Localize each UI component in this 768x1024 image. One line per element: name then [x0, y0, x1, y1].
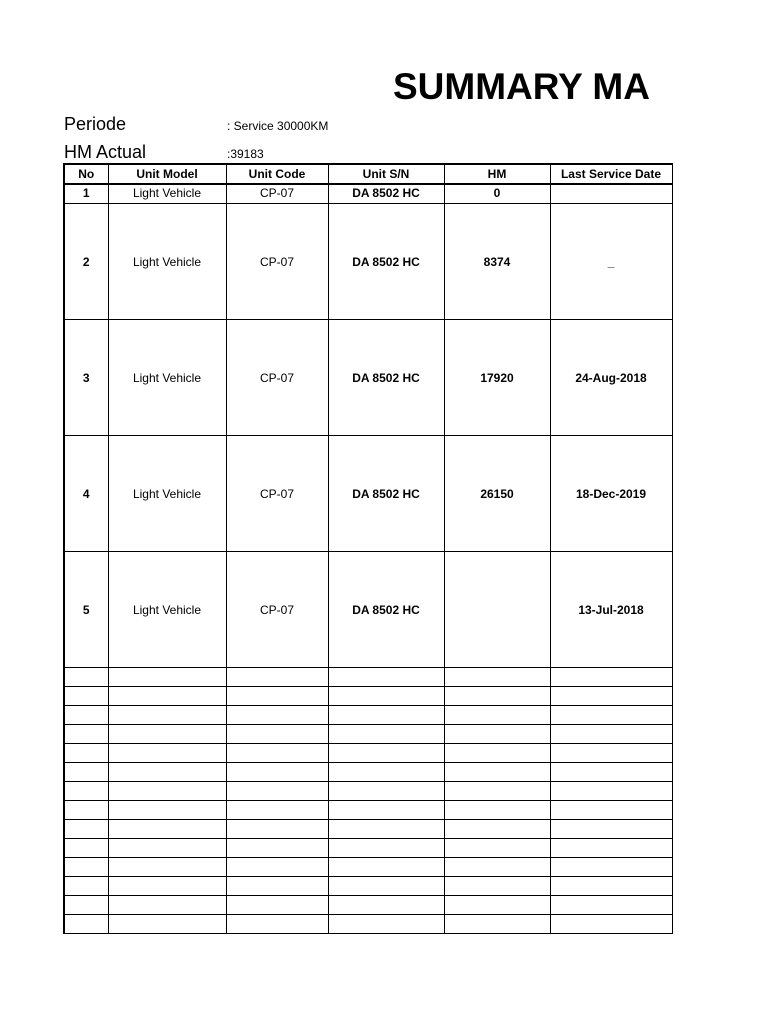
empty-cell: [444, 915, 550, 934]
header-unit-code: Unit Code: [226, 164, 328, 184]
cell-hm: [444, 552, 550, 668]
periode-label: Periode: [64, 114, 127, 134]
cell-hm: 26150: [444, 436, 550, 552]
cell-last-service-date: _: [550, 204, 672, 320]
empty-cell: [328, 820, 444, 839]
empty-cell: [444, 839, 550, 858]
cell-unit-sn: DA 8502 HC: [328, 204, 444, 320]
empty-cell: [550, 687, 672, 706]
empty-cell: [64, 896, 108, 915]
empty-cell: [550, 839, 672, 858]
empty-cell: [328, 687, 444, 706]
empty-cell: [108, 820, 226, 839]
empty-cell: [550, 896, 672, 915]
empty-cell: [108, 915, 226, 934]
header-hm: HM: [444, 164, 550, 184]
cell-unit-sn: DA 8502 HC: [328, 320, 444, 436]
empty-cell: [108, 668, 226, 687]
empty-cell: [64, 725, 108, 744]
empty-cell: [108, 877, 226, 896]
cell-no: 5: [64, 552, 108, 668]
empty-cell: [64, 877, 108, 896]
empty-cell: [226, 801, 328, 820]
empty-cell: [444, 782, 550, 801]
empty-cell: [328, 706, 444, 725]
hm-actual-label: HM Actual: [64, 142, 147, 162]
empty-cell: [108, 687, 226, 706]
table-row: [64, 320, 672, 436]
table-header-row: [64, 164, 672, 184]
empty-cell: [108, 763, 226, 782]
empty-cell: [444, 896, 550, 915]
empty-cell: [226, 877, 328, 896]
empty-cell: [550, 820, 672, 839]
empty-cell: [328, 725, 444, 744]
empty-cell: [550, 706, 672, 725]
empty-cell: [108, 839, 226, 858]
empty-cell: [64, 668, 108, 687]
empty-cell: [328, 877, 444, 896]
empty-table-row: [64, 744, 672, 763]
cell-unit-code: CP-07: [226, 204, 328, 320]
empty-table-row: [64, 858, 672, 877]
empty-table-row: [64, 782, 672, 801]
cell-unit-model: Light Vehicle: [108, 204, 226, 320]
empty-cell: [550, 801, 672, 820]
cell-hm: 17920: [444, 320, 550, 436]
empty-rows: [64, 668, 672, 934]
empty-cell: [328, 801, 444, 820]
empty-table-row: [64, 668, 672, 687]
table-row: [64, 436, 672, 552]
cell-no: 4: [64, 436, 108, 552]
empty-cell: [328, 744, 444, 763]
empty-cell: [328, 782, 444, 801]
empty-cell: [108, 706, 226, 725]
cell-unit-model: Light Vehicle: [108, 184, 226, 204]
empty-cell: [64, 763, 108, 782]
empty-cell: [328, 668, 444, 687]
empty-cell: [226, 706, 328, 725]
empty-cell: [64, 744, 108, 763]
empty-cell: [108, 858, 226, 877]
cell-unit-sn: DA 8502 HC: [328, 552, 444, 668]
cell-no: 3: [64, 320, 108, 436]
empty-cell: [550, 877, 672, 896]
cell-unit-sn: DA 8502 HC: [328, 436, 444, 552]
header-unit-sn: Unit S/N: [328, 164, 444, 184]
empty-table-row: [64, 687, 672, 706]
cell-hm: 8374: [444, 204, 550, 320]
empty-cell: [226, 763, 328, 782]
empty-cell: [444, 706, 550, 725]
header-no: No: [64, 164, 108, 184]
cell-unit-model: Light Vehicle: [108, 552, 226, 668]
cell-last-service-date: 24-Aug-2018: [550, 320, 672, 436]
empty-cell: [550, 744, 672, 763]
empty-cell: [108, 744, 226, 763]
cell-last-service-date: 18-Dec-2019: [550, 436, 672, 552]
empty-cell: [444, 687, 550, 706]
empty-cell: [64, 915, 108, 934]
empty-cell: [64, 706, 108, 725]
empty-cell: [550, 668, 672, 687]
empty-cell: [328, 915, 444, 934]
cell-unit-code: CP-07: [226, 436, 328, 552]
empty-cell: [444, 858, 550, 877]
empty-cell: [108, 896, 226, 915]
empty-table-row: [64, 706, 672, 725]
empty-cell: [550, 782, 672, 801]
empty-cell: [328, 896, 444, 915]
empty-cell: [64, 687, 108, 706]
empty-cell: [64, 782, 108, 801]
empty-cell: [108, 725, 226, 744]
empty-table-row: [64, 877, 672, 896]
empty-cell: [226, 839, 328, 858]
table-row: [64, 552, 672, 668]
empty-cell: [226, 725, 328, 744]
empty-cell: [108, 801, 226, 820]
cell-unit-code: CP-07: [226, 184, 328, 204]
empty-cell: [108, 782, 226, 801]
cell-unit-model: Light Vehicle: [108, 320, 226, 436]
header-unit-model: Unit Model: [108, 164, 226, 184]
cell-unit-code: CP-07: [226, 552, 328, 668]
cell-unit-code: CP-07: [226, 320, 328, 436]
empty-cell: [226, 744, 328, 763]
table-row: [64, 184, 672, 204]
empty-cell: [328, 858, 444, 877]
empty-cell: [328, 763, 444, 782]
empty-table-row: [64, 763, 672, 782]
hm-actual-value: :39183: [227, 147, 264, 161]
empty-cell: [226, 858, 328, 877]
empty-cell: [444, 668, 550, 687]
empty-table-row: [64, 915, 672, 934]
empty-cell: [64, 820, 108, 839]
empty-cell: [226, 668, 328, 687]
empty-cell: [444, 744, 550, 763]
table-row: [64, 204, 672, 320]
empty-cell: [328, 839, 444, 858]
empty-table-row: [64, 801, 672, 820]
empty-cell: [444, 801, 550, 820]
cell-last-service-date: 13-Jul-2018: [550, 552, 672, 668]
empty-table-row: [64, 725, 672, 744]
header-last-service-date: Last Service Date: [550, 164, 672, 184]
empty-cell: [550, 858, 672, 877]
cell-unit-sn: DA 8502 HC: [328, 184, 444, 204]
empty-cell: [444, 820, 550, 839]
empty-table-row: [64, 820, 672, 839]
empty-cell: [226, 687, 328, 706]
cell-no: 1: [64, 184, 108, 204]
cell-no: 2: [64, 204, 108, 320]
empty-cell: [444, 877, 550, 896]
summary-table: [63, 163, 673, 934]
empty-table-row: [64, 839, 672, 858]
empty-cell: [550, 915, 672, 934]
empty-cell: [64, 801, 108, 820]
empty-cell: [226, 820, 328, 839]
empty-cell: [550, 725, 672, 744]
empty-table-row: [64, 896, 672, 915]
empty-cell: [64, 839, 108, 858]
empty-cell: [226, 782, 328, 801]
cell-unit-model: Light Vehicle: [108, 436, 226, 552]
empty-cell: [444, 763, 550, 782]
cell-last-service-date: [550, 184, 672, 204]
cell-hm: 0: [444, 184, 550, 204]
page-title: SUMMARY MA: [393, 66, 650, 107]
periode-value: : Service 30000KM: [227, 119, 329, 133]
empty-cell: [226, 896, 328, 915]
empty-cell: [550, 763, 672, 782]
empty-cell: [226, 915, 328, 934]
empty-cell: [64, 858, 108, 877]
empty-cell: [444, 725, 550, 744]
